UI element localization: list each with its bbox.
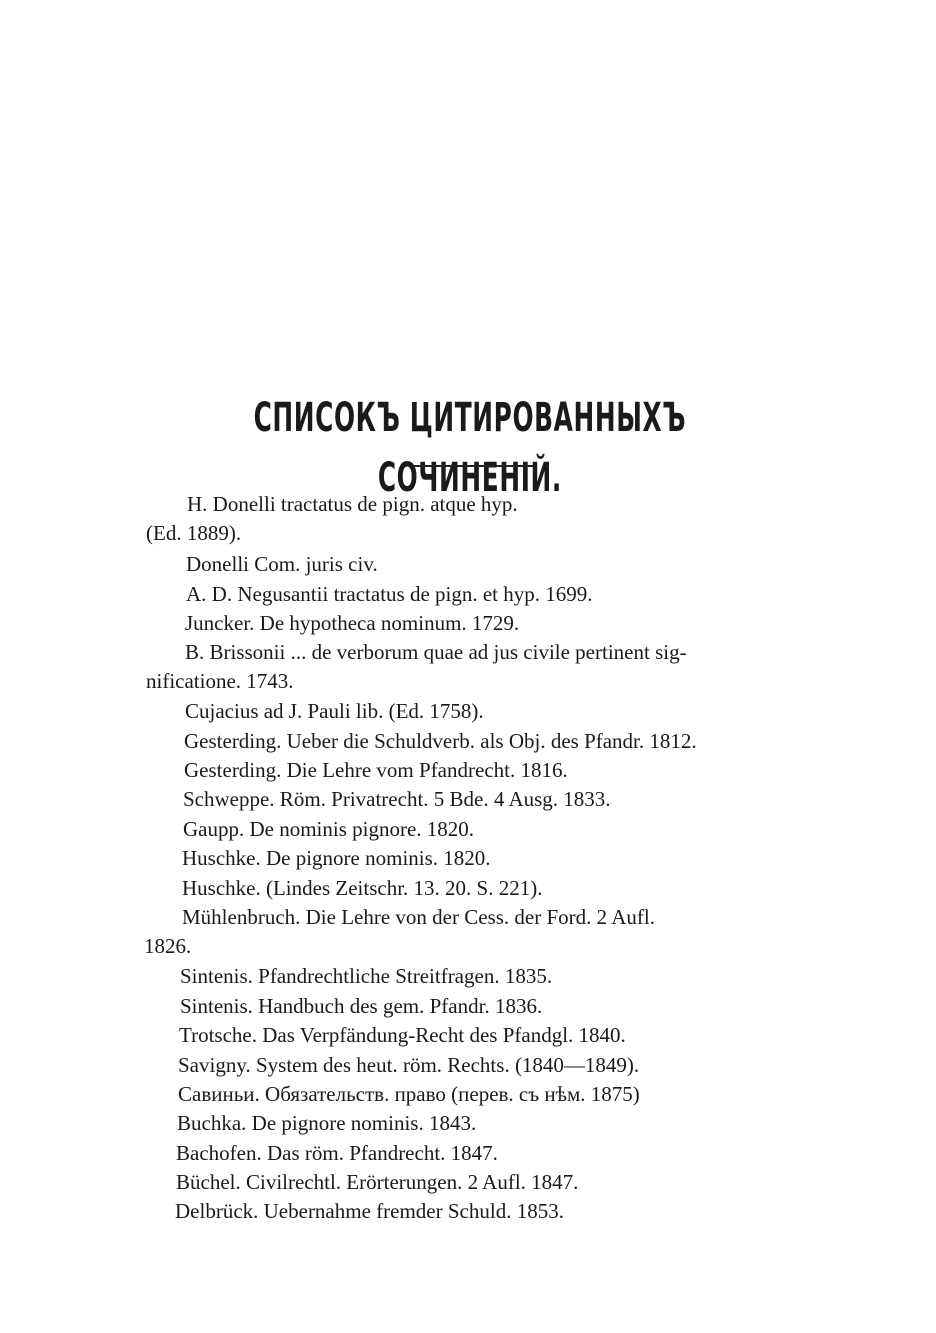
entry-text: Савиньи. Обязательств. право (перев. съ нѣм. 1875) [178, 1082, 640, 1106]
list-item [0, 1080, 936, 1110]
list-item [0, 785, 936, 815]
list-item [0, 815, 936, 845]
entry-text: Huschke. (Lindes Zeitschr. 13. 20. S. 221). [182, 876, 543, 900]
list-item [0, 490, 936, 545]
list-item [0, 550, 936, 580]
entry-text: Donelli Com. juris civ. [186, 552, 378, 576]
list-item [0, 962, 936, 992]
entry-text: Trotsche. Das Verpfändung-Recht des Pfandgl. 1840. [179, 1023, 626, 1047]
entry-text: Büchel. Civilrechtl. Erörterungen. 2 Aufl. 1847. [176, 1170, 579, 1194]
list-item [0, 697, 936, 727]
title-rule [413, 465, 533, 467]
entry-text: Cujacius ad J. Pauli lib. (Ed. 1758). [185, 699, 484, 723]
entry-text: Sintenis. Pfandrechtliche Streitfragen. 1835. [180, 964, 553, 988]
bibliography-list [0, 490, 936, 1250]
list-item [0, 756, 936, 786]
entry-text: H. Donelli tractatus de pign. atque hyp. [187, 492, 518, 516]
entry-text: A. D. Negusantii tractatus de pign. et hyp. 1699. [186, 582, 593, 606]
entry-text: Mühlenbruch. Die Lehre von der Cess. der Ford. 2 Aufl. [182, 905, 655, 929]
list-item [0, 1168, 936, 1198]
entry-text: Schweppe. Röm. Privatrecht. 5 Bde. 4 Ausg. 1833. [183, 787, 611, 811]
list-item [0, 1197, 936, 1227]
entry-text: Bachofen. Das röm. Pfandrecht. 1847. [176, 1141, 498, 1165]
list-item [0, 844, 936, 874]
list-item [0, 1021, 936, 1051]
list-item [0, 609, 936, 639]
list-item [0, 992, 936, 1022]
entry-text: B. Brissonii ... de verborum quae ad jus civile pertinent sig- [185, 640, 687, 664]
list-item [0, 727, 936, 757]
entry-text: Buchka. De pignore nominis. 1843. [177, 1111, 477, 1135]
entry-continuation: 1826. [144, 934, 192, 958]
entry-text: Gesterding. Die Lehre vom Pfandrecht. 1816. [184, 758, 568, 782]
entry-text: Huschke. De pignore nominis. 1820. [182, 846, 491, 870]
list-item [0, 1051, 936, 1081]
list-item [0, 1139, 936, 1169]
entry-text: Gaupp. De nominis pignore. 1820. [183, 817, 475, 841]
entry-text: Gesterding. Ueber die Schuldverb. als Obj. des Pfandr. 1812. [184, 729, 697, 753]
list-item [0, 903, 936, 958]
entry-text: Juncker. De hypotheca nominum. 1729. [185, 611, 520, 635]
page-title: СПИСОКЪ ЦИТИРОВАННЫХЪ СОЧИНЕНІЙ. [253, 395, 687, 501]
entry-continuation: (Ed. 1889). [146, 521, 242, 545]
list-item [0, 638, 936, 693]
entry-text: Sintenis. Handbuch des gem. Pfandr. 1836. [180, 994, 543, 1018]
entry-text: Savigny. System des heut. röm. Rechts. (1840—1849). [178, 1053, 640, 1077]
entry-text: Delbrück. Uebernahme fremder Schuld. 1853. [175, 1199, 564, 1223]
list-item [0, 580, 936, 610]
list-item [0, 1109, 936, 1139]
list-item [0, 874, 936, 904]
entry-continuation: nificatione. 1743. [146, 669, 294, 693]
